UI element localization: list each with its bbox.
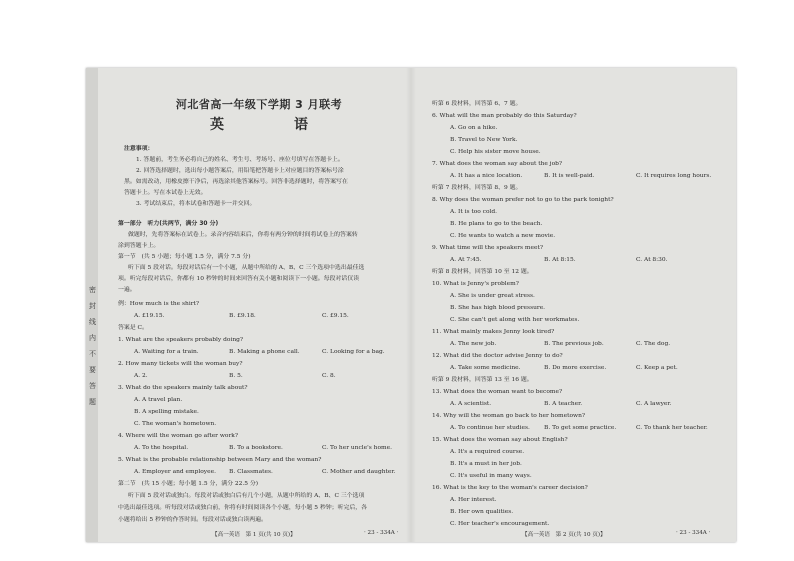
section2-desc: 小题将给出 5 秒钟的作答时间。每段对话或独白读两遍。 [118,517,267,523]
option: C. To her uncle's home. [322,445,392,451]
option: A. A travel plan. [134,397,183,403]
option: C. At 8:30. [636,257,668,263]
option: A. Employer and employee. [134,469,216,475]
part1-desc: 做题时，先将答案标在试卷上。录音内容结束后，你将有两分钟的时间将试卷上的答案转 [128,232,358,238]
question-13: 13. What does the woman want to become? [432,389,563,395]
option: B. A spelling mistake. [134,409,199,415]
option: A. Her interest. [450,497,497,503]
page-left [104,68,414,542]
notice-line: 3. 考试结束后，将本试卷和答题卡一并交回。 [136,201,256,207]
question-8: 8. Why does the woman prefer not to go to the park tonight? [432,197,614,203]
option: C. It requires long hours. [636,173,712,179]
section1-desc: 一遍。 [118,287,136,293]
option: C. The woman's hometown. [134,421,217,427]
option: C. To thank her teacher. [636,425,708,431]
option: A. It has a nice location. [450,173,523,179]
option: C. 8. [322,373,336,379]
notice-line: 1. 答题前，考生务必将自己的姓名、考生号、考场号、座位号填写在答题卡上。 [136,157,344,163]
option: C. Keep a pet. [636,365,678,371]
option: C. Mother and daughter. [322,469,396,475]
section1-heading: 第一节 (共 5 小题；每小题 1.5 分，满分 7.5 分) [118,254,251,260]
option: B. He plans to go to the beach. [450,221,543,227]
option: B. The previous job. [544,341,604,347]
option: B. Do more exercise. [544,365,607,371]
notice-line: 黑。如需改动，用橡皮擦干净后，再选涂其他答案标号。回答非选择题时，将答案写在 [124,179,348,185]
option: A. To continue her studies. [450,425,530,431]
option: C. It's useful in many ways. [450,473,532,479]
notice-line: 2. 回答选择题时，选出每小题答案后，用铅笔把答题卡上对应题目的答案标号涂 [136,168,344,174]
section1-desc: 听下面 5 段对话。每段对话后有一个小题，从题中所给的 A、B、C 三个选项中选出最佳选 [128,265,365,271]
question-4: 4. Where will the woman go after work? [118,433,238,439]
option: C. Help his sister move house. [450,149,541,155]
option: A. To the hospital. [134,445,189,451]
option: B. To get some practice. [544,425,617,431]
question-12: 12. What did the doctor advise Jenny to do? [432,353,563,359]
option: B. At 8:15. [544,257,576,263]
question-6: 6. What will the man probably do this Saturday? [432,113,577,119]
page-code: · 23 - 334A · [364,530,399,536]
option: B. It's a must in her job. [450,461,522,467]
question-3: 3. What do the speakers mainly talk about? [118,385,248,391]
option: C. Looking for a bag. [322,349,385,355]
option: C. Her teacher's encouragement. [450,521,550,527]
option: B. Travel to New York. [450,137,518,143]
part1-desc: 涂到答题卡上。 [118,243,160,249]
exam-sheet [86,68,736,542]
exam-title: 河北省高一年级下学期 3 月联考 [175,98,343,111]
option: B. Making a phone call. [229,349,300,355]
option: A. £19.15. [134,313,165,319]
material-heading: 听第 9 段材料，回答第 13 至 16 题。 [432,377,533,383]
option: A. The new job. [450,341,497,347]
page-code: · 23 - 334A · [676,530,711,536]
question-9: 9. What time will the speakers meet? [432,245,544,251]
option: C. She can't get along with her workmates. [450,317,580,323]
section1-desc: 项。听完每段对话后，你都有 10 秒钟的时间来回答有关小题和阅读下一小题。每段对话仅读 [118,276,359,282]
option: B. A teacher. [544,401,583,407]
option: C. £9.15. [322,313,349,319]
option: A. It's a required course. [450,449,525,455]
material-heading: 听第 8 段材料，回答第 10 至 12 题。 [432,269,533,275]
option: A. At 7:45. [450,257,482,263]
binding-strip [86,68,98,542]
example-question: 例：How much is the shirt? [118,301,200,307]
material-heading: 听第 6 段材料，回答第 6、7 题。 [432,101,522,107]
notice-heading: 注意事项： [124,146,154,152]
question-7: 7. What does the woman say about the job? [432,161,563,167]
section2-heading: 第二节 (共 15 小题；每小题 1.5 分，满分 22.5 分) [118,481,259,487]
question-16: 16. What is the key to the woman's career decision? [432,485,588,491]
option: A. Waiting for a train. [134,349,199,355]
exam-subject: 英 语 [210,117,322,133]
option: A. She is under great stress. [450,293,535,299]
question-15: 15. What does the woman say about English? [432,437,568,443]
option: A. 2. [134,373,148,379]
question-5: 5. What is the probable relationship between Mary and the woman? [118,457,322,463]
page-footer: 【高一英语 第 1 页(共 10 页)】 [212,532,296,538]
option: B. To a bookstore. [229,445,283,451]
option: C. The dog. [636,341,671,347]
page-footer: 【高一英语 第 2 页(共 10 页)】 [522,532,606,538]
option: B. She has high blood pressure. [450,305,546,311]
option: A. Go on a hike. [450,125,498,131]
option: C. A lawyer. [636,401,672,407]
material-heading: 听第 7 段材料，回答第 8、9 题。 [432,185,522,191]
section2-desc: 听下面 5 段对话或独白。每段对话或独白后有几个小题，从题中所给的 A、B、C 三个选项 [128,493,365,499]
option: B. Classmates. [229,469,273,475]
option: B. Her own qualities. [450,509,514,515]
question-1: 1. What are the speakers probably doing? [118,337,244,343]
part1-heading: 第一部分 听力(共两节，满分 30 分) [118,221,219,227]
example-answer: 答案是 C。 [118,325,148,331]
option: B. £9.18. [229,313,256,319]
question-14: 14. Why will the woman go back to her hometown? [432,413,586,419]
section2-desc: 中选出最佳选项。听每段对话或独白前，你将有时间阅读各个小题，每小题 5 秒钟；听完后，各 [118,505,368,511]
question-2: 2. How many tickets will the woman buy? [118,361,243,367]
option: A. Take some medicine. [450,365,521,371]
notice-line: 答题卡上。写在本试卷上无效。 [124,190,207,196]
question-11: 11. What mainly makes Jenny look tired? [432,329,555,335]
option: A. It is too cold. [450,209,498,215]
option: C. He wants to watch a new movie. [450,233,556,239]
question-10: 10. What is Jenny's problem? [432,281,519,287]
option: B. 5. [229,373,243,379]
option: B. It is well-paid. [544,173,595,179]
page-right [418,68,730,542]
binding-strip-label: 密 封 线 内 不 要 答 题 [89,286,96,406]
option: A. A scientist. [450,401,492,407]
